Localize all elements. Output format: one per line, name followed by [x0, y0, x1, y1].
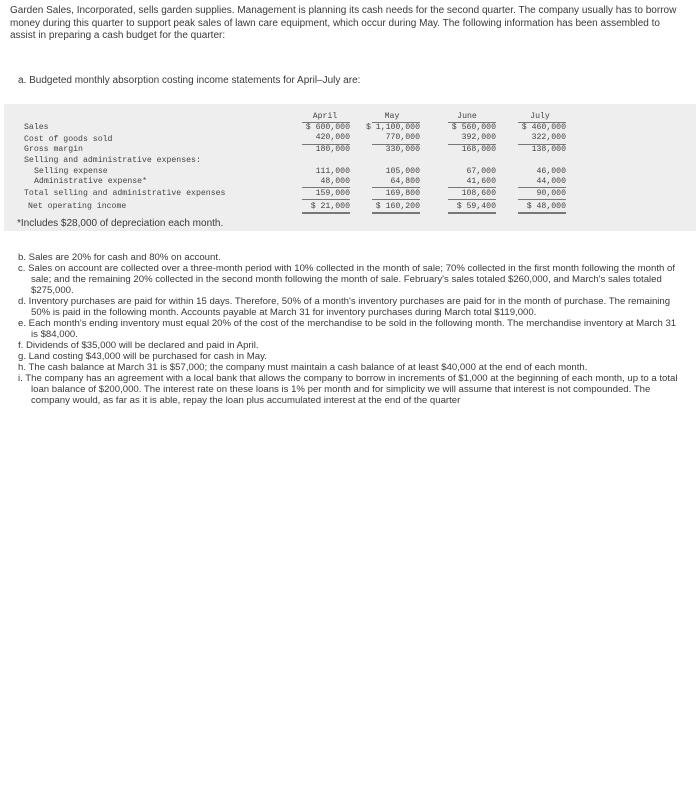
cell-value: 67,000 [466, 167, 496, 176]
double-rule [302, 212, 350, 214]
cell-value: 64,800 [390, 177, 420, 186]
note-b: b. Sales are 20% for cash and 80% on account. [18, 252, 221, 263]
subtotal-rule [518, 199, 566, 200]
cell-value: $ 1,100,000 [365, 123, 420, 132]
cell-value: 48,000 [320, 177, 350, 186]
depreciation-footnote: *Includes $28,000 of depreciation each month. [17, 218, 224, 229]
cell-value: 168,000 [461, 145, 496, 154]
cell-value: 420,000 [315, 133, 350, 142]
row-label-net-income: Net operating income [28, 202, 127, 211]
problem-intro: Garden Sales, Incorporated, sells garden supplies. Management is planning its cash needs for the second quarter. The company usually has to borrow money during this quarter to support peak sales of lawn care equipment, which occur during May. The following information has been assembled to assist in preparing a cash budget for the quarter: [10, 5, 677, 41]
cell-value: 330,000 [385, 145, 420, 154]
row-label-selling: Selling expense [34, 167, 108, 176]
note-d: d. Inventory purchases are paid for within 15 days. Therefore, 50% of a month's inventory purchases are paid for in the month of purchase. The remaining 50% is paid in the following month. Accounts payable at March 31 for inventory purchases during March total $119,000. [18, 296, 671, 318]
cell-value: $ 460,000 [521, 123, 566, 132]
cell-value: 111,000 [315, 167, 350, 176]
col-header-june: June [457, 112, 477, 121]
cell-value: $ 160,200 [375, 202, 420, 211]
cell-value: 322,000 [531, 133, 566, 142]
cell-value: 169,800 [385, 189, 420, 198]
note-i: i. The company has an agreement with a local bank that allows the company to borrow in increments of $1,000 at the beginning of each month, up to a total loan balance of $200,000. The interest rate on these loans is 1% per month and for simplicity we will assume that interest is not compounded. The company would, as far as it is able, repay the loan plus accumulated interest at the end of the quarter [18, 373, 678, 406]
row-label-admin: Administrative expense* [34, 177, 148, 186]
double-rule [372, 212, 420, 214]
cell-value: $ 59,400 [456, 202, 496, 211]
cell-value: 159,000 [315, 189, 350, 198]
row-label-total-sga: Total selling and administrative expenses [24, 189, 226, 198]
cell-value: 108,600 [461, 189, 496, 198]
cell-value: 392,000 [461, 133, 496, 142]
note-h: h. The cash balance at March 31 is $57,000; the company must maintain a cash balance of at least $40,000 at the end of each month. [18, 362, 588, 373]
cell-value: 105,000 [385, 167, 420, 176]
row-label-sga-header: Selling and administrative expenses: [24, 156, 201, 165]
assumptions-list [18, 252, 683, 406]
note-g: g. Land costing $43,000 will be purchased for cash in May. [18, 351, 267, 362]
cell-value: $ 600,000 [305, 123, 350, 132]
cell-value: 770,000 [385, 133, 420, 142]
cell-value: 41,600 [466, 177, 496, 186]
row-label-cogs: Cost of goods sold [24, 135, 113, 144]
subtotal-rule [372, 187, 420, 188]
note-e: e. Each month's ending inventory must equal 20% of the cost of the merchandise to be sold in the following month. The merchandise inventory at March 31 is $84,000. [18, 318, 677, 340]
row-label-sales: Sales [24, 123, 49, 132]
cell-value: $ 48,000 [526, 202, 566, 211]
cell-value: 44,000 [536, 177, 566, 186]
note-f: f. Dividends of $35,000 will be declared and paid in April. [18, 340, 259, 351]
section-a-heading: a. Budgeted monthly absorption costing income statements for April–July are: [18, 75, 361, 86]
subtotal-rule [448, 187, 496, 188]
note-c: c. Sales on account are collected over a three-month period with 10% collected in the month of sale; 70% collected in the first month following the month of sale; and the remaining 20% collected in the second month following the month of sale. February's sales totaled $260,000, and March's sales totaled $275,000. [18, 263, 676, 296]
col-header-may: May [384, 112, 400, 121]
row-label-gross-margin: Gross margin [24, 145, 83, 154]
income-statement-table [4, 104, 696, 231]
col-header-april: April [312, 112, 338, 121]
cell-value: $ 21,000 [310, 202, 350, 211]
subtotal-rule [372, 199, 420, 200]
cell-value: 180,000 [315, 145, 350, 154]
cell-value: 46,000 [536, 167, 566, 176]
subtotal-rule [448, 199, 496, 200]
subtotal-rule [518, 187, 566, 188]
col-header-july: July [530, 112, 550, 121]
cell-value: 138,000 [531, 145, 566, 154]
subtotal-rule [302, 199, 350, 200]
double-rule [518, 212, 566, 214]
cell-value: $ 560,000 [451, 123, 496, 132]
cell-value: 90,000 [536, 189, 566, 198]
double-rule [448, 212, 496, 214]
subtotal-rule [302, 187, 350, 188]
